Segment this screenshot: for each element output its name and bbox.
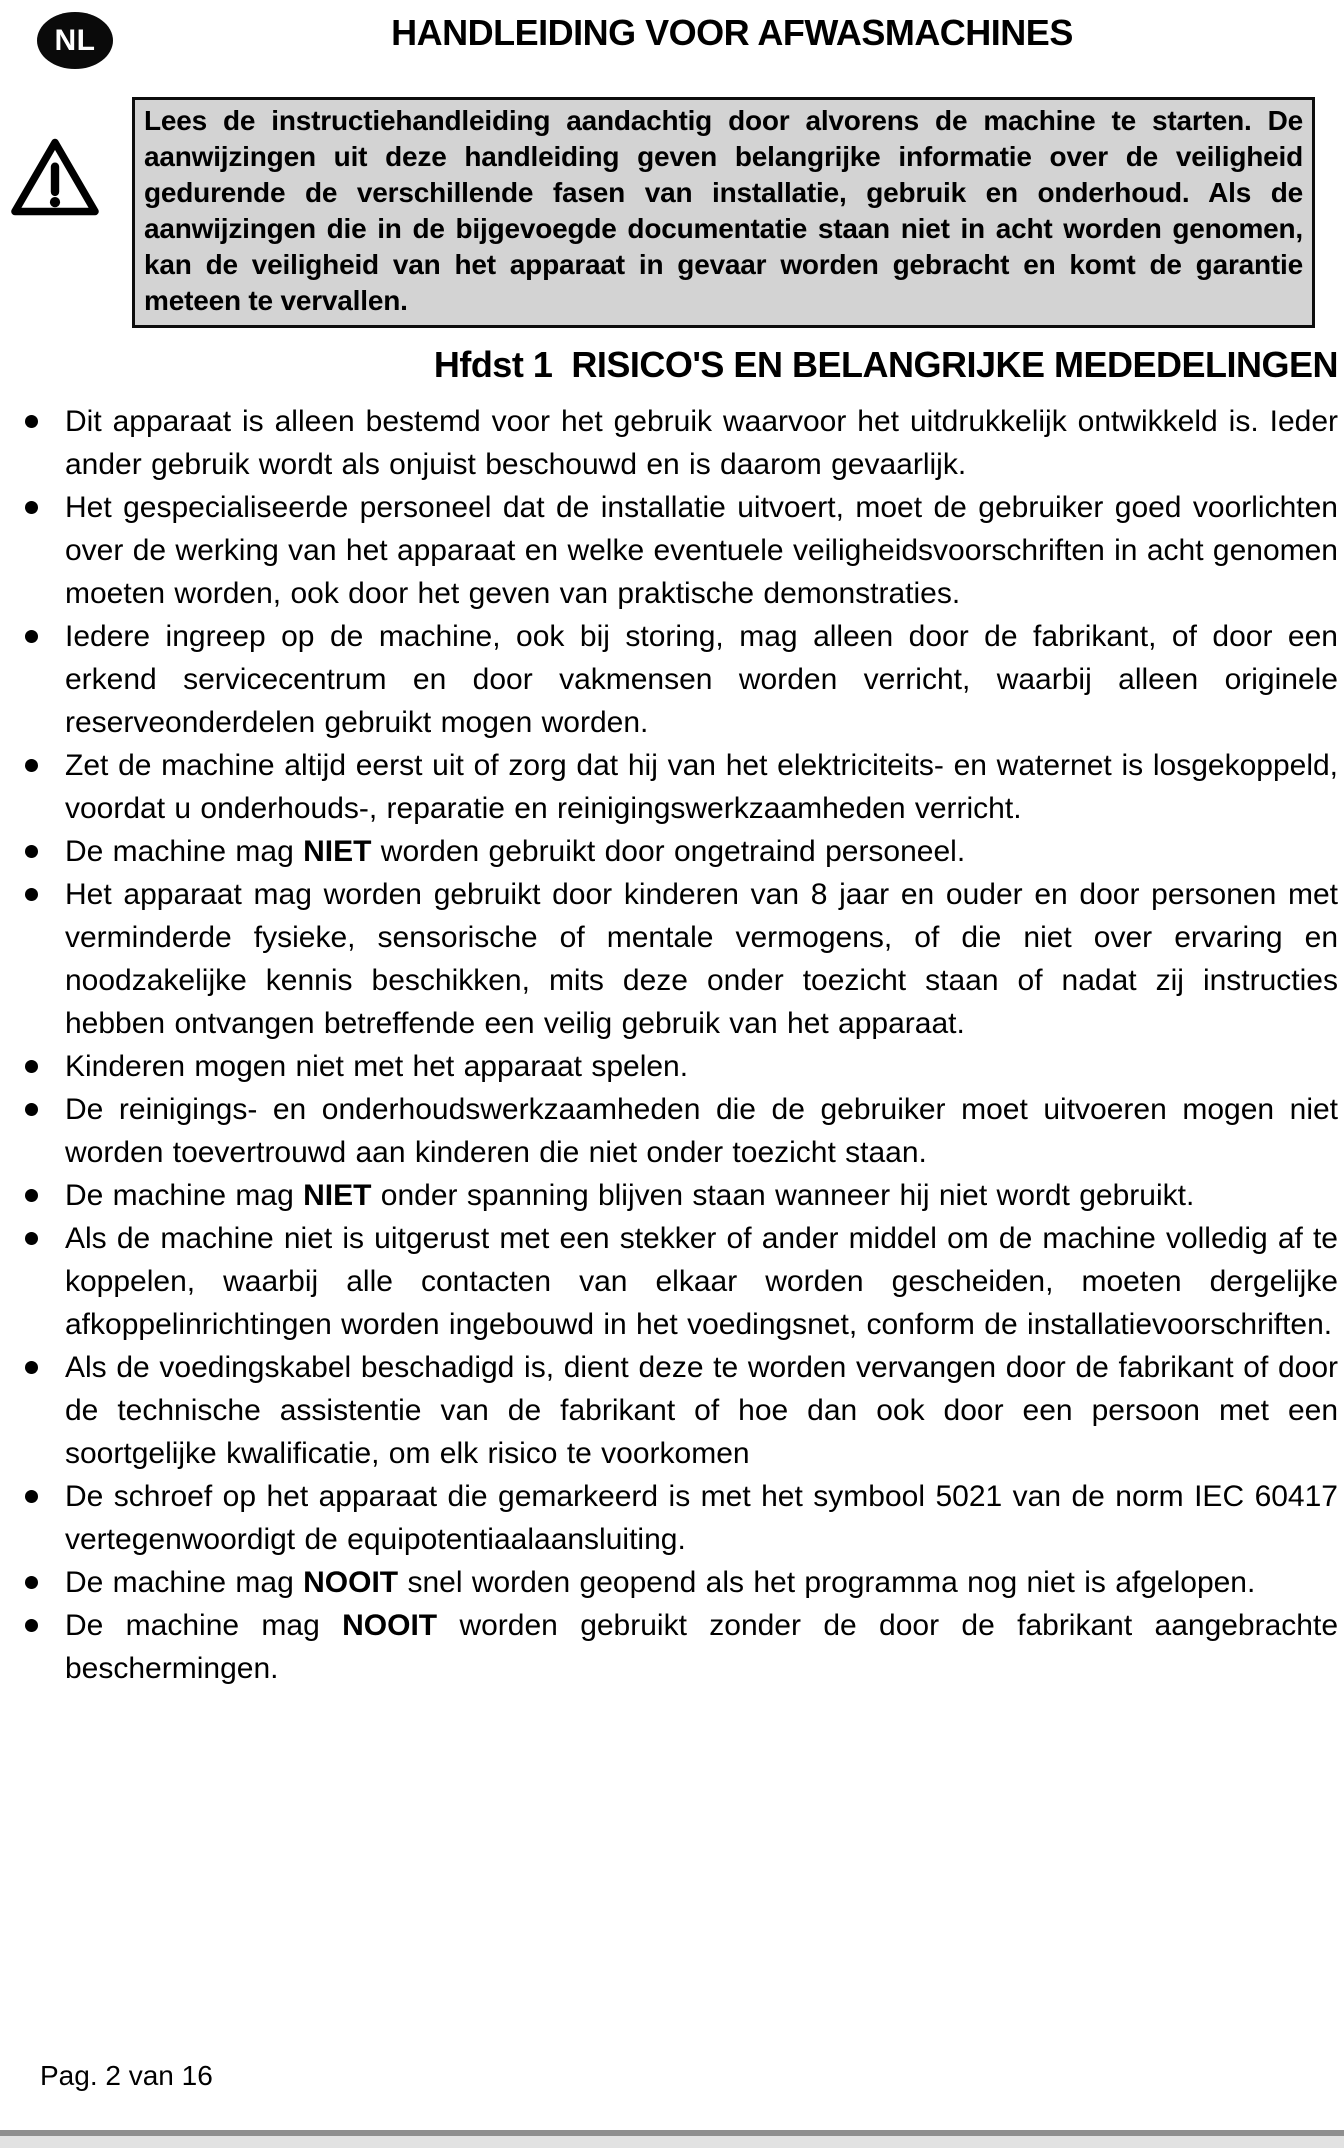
warning-box — [132, 97, 1315, 328]
list-item: De machine mag NOOIT worden gebruikt zonder de door de fabrikant aangebrachte beschermingen. — [65, 1604, 1338, 1690]
document-title: HANDLEIDING VOOR AFWASMACHINES — [391, 12, 1073, 53]
list-item: De machine mag NIET worden gebruikt door ongetraind personeel. — [65, 830, 1338, 873]
list-item: Kinderen mogen niet met het apparaat spelen. — [65, 1045, 1338, 1088]
warning-box-text: Lees de instructiehandleiding aandachtig door alvorens de machine te starten. De aanwijzingen uit deze handleiding geven belangrijke informatie over de veiligheid gedurende de verschillende fasen van installatie, gebruik en onderhoud. Als de aanwijzingen die in de bijgevoegde documentatie staan niet in acht worden genomen, kan de veiligheid van het apparaat in gevaar worden gebracht en komt de garantie meteen te vervallen. — [144, 105, 1303, 316]
bullet-list — [0, 400, 1344, 1690]
list-item: Dit apparaat is alleen bestemd voor het gebruik waarvoor het uitdrukkelijk ontwikkeld is. Ieder ander gebruik wordt als onjuist beschouwd en is daarom gevaarlijk. — [65, 400, 1338, 486]
list-item: De schroef op het apparaat die gemarkeerd is met het symbool 5021 van de norm IEC 60417 vertegenwoordigt de equipotentiaalaansluiting. — [65, 1475, 1338, 1561]
list-item: Als de machine niet is uitgerust met een stekker of ander middel om de machine volledig af te koppelen, waarbij alle contacten van elkaar worden gescheiden, moeten dergelijke afkoppelinrichtingen worden ingebouwd in het voedingsnet, conform de installatievoorschriften. — [65, 1217, 1338, 1346]
list-item: De machine mag NIET onder spanning blijven staan wanneer hij niet wordt gebruikt. — [65, 1174, 1338, 1217]
language-badge — [37, 12, 113, 69]
list-item: Het apparaat mag worden gebruikt door kinderen van 8 jaar en ouder en door personen met verminderde fysieke, sensorische of mentale vermogens, of die niet over ervaring en noodzakelijke kennis beschikken, mits deze onder toezicht staan of nadat zij instructies hebben ontvangen betreffende een veilig gebruik van het apparaat. — [65, 873, 1338, 1045]
page-number: Pag. 2 van 16 — [40, 2060, 213, 2091]
list-item: Het gespecialiseerde personeel dat de installatie uitvoert, moet de gebruiker goed voorlichten over de werking van het apparaat en welke eventuele veiligheidsvoorschriften in acht genomen moeten worden, ook door het geven van praktische demonstraties. — [65, 486, 1338, 615]
list-item: De machine mag NOOIT snel worden geopend als het programma nog niet is afgelopen. — [65, 1561, 1338, 1604]
list-item: Zet de machine altijd eerst uit of zorg dat hij van het elektriciteits- en waternet is losgekoppeld, voordat u onderhouds-, reparatie en reinigingswerkzaamheden verricht. — [65, 744, 1338, 830]
list-item: Iedere ingreep op de machine, ook bij storing, mag alleen door de fabrikant, of door een erkend servicecentrum en door vakmensen worden verricht, waarbij alleen originele reserveonderdelen gebruikt mogen worden. — [65, 615, 1338, 744]
list-item: De reinigings- en onderhoudswerkzaamheden die de gebruiker moet uitvoeren mogen niet worden toevertrouwd aan kinderen die niet onder toezicht staan. — [65, 1088, 1338, 1174]
language-badge-label: NL — [54, 23, 96, 57]
list-item: Als de voedingskabel beschadigd is, dient deze te worden vervangen door de fabrikant of door de technische assistentie van de fabrikant of hoe dan ook door een persoon met een soortgelijke kwalificatie, om elk risico te voorkomen — [65, 1346, 1338, 1475]
chapter-heading: Hfdst 1 RISICO'S EN BELANGRIJKE MEDEDELINGEN — [433, 344, 1338, 385]
page-edge-area — [0, 2136, 1344, 2148]
warning-triangle-icon — [8, 136, 102, 218]
